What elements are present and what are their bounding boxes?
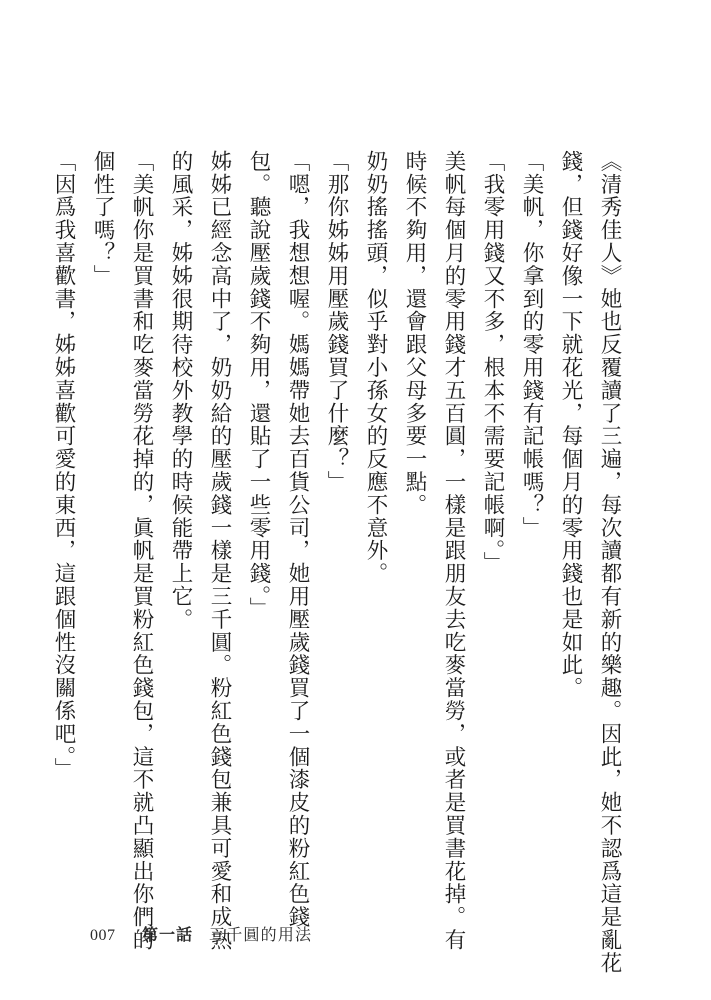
text-line: 《清秀佳人》她也反覆讀了三遍，每次讀都有新的樂趣。因此，她不認爲這是亂花: [597, 150, 622, 975]
text-line: 「我零用錢又不多，根本不需要記帳啊。」: [480, 150, 505, 575]
text-line: 個性了嗎？」: [90, 150, 115, 288]
text-line: 「美帆，你拿到的零用錢有記帳嗎？」: [519, 150, 544, 540]
text-line: 錢，但錢好像一下就花光，每個月的零用錢也是如此。: [558, 150, 583, 700]
text-line: 「嗯，我想想喔。媽媽帶她去百貨公司，她用壓歲錢買了一個漆皮的粉紅色錢: [285, 150, 310, 929]
chapter-title: 三千圓的用法: [209, 925, 313, 944]
text-line: 奶奶搖搖頭，似乎對小孫女的反應不意外。: [363, 150, 388, 586]
text-line: 包。聽說壓歲錢不夠用，還貼了一些零用錢。」: [246, 150, 271, 621]
text-line: 美帆每個月的零用錢才五百圓，一樣是跟朋友去吃麥當勞，或者是買書花掉。有: [441, 150, 466, 952]
text-line: 「美帆你是買書和吃麥當勞花掉的，眞帆是買粉紅色錢包，這不就凸顯出你們的: [129, 150, 154, 952]
page-number: 007: [90, 927, 116, 944]
page-footer: [90, 922, 312, 948]
text-line: 「因爲我喜歡書，姊姊喜歡可愛的東西，這跟個性沒關係吧。」: [51, 150, 76, 781]
text-line: 姊姊已經念高中了，奶奶給的壓歲錢一樣是三千圓。粉紅色錢包兼具可愛和成熟: [207, 150, 232, 952]
text-line: 「那你姊姊用壓歲錢買了什麼？」: [324, 150, 349, 494]
text-line: 時候不夠用，還會跟父母多要一點。: [402, 150, 427, 517]
chapter-label: 第一話: [142, 925, 194, 944]
text-line: 的風采，姊姊很期待校外教學的時候能帶上它。: [168, 150, 193, 631]
